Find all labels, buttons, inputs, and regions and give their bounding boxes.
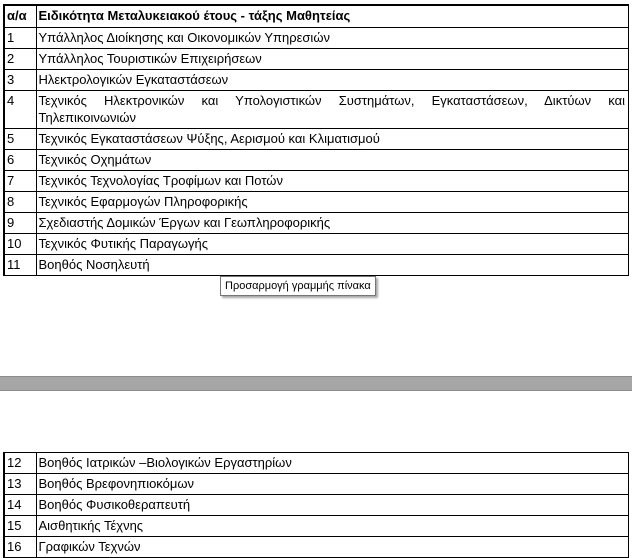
row-number[interactable]: 3 [4,70,36,91]
row-number[interactable]: 1 [4,28,36,49]
table-row [4,495,629,516]
table-row [4,255,629,276]
table-row [4,537,629,558]
row-specialty[interactable]: Τεχνικός Εγκαταστάσεων Ψύξης, Αερισμού και Κλιματισμού [36,129,629,150]
table-row [4,213,629,234]
row-resize-tooltip: Προσαρμογή γραμμής πίνακα [220,276,376,296]
row-specialty[interactable]: Υπάλληλος Τουριστικών Επιχειρήσεων [36,49,629,70]
row-specialty[interactable]: Σχεδιαστής Δομικών Έργων και Γεωπληροφορικής [36,213,629,234]
specialties-table-bottom [3,452,629,558]
row-number[interactable]: 12 [4,453,36,474]
row-specialty[interactable]: Βοηθός Ιατρικών –Βιολογικών Εργαστηρίων [36,453,629,474]
row-number[interactable]: 10 [4,234,36,255]
row-number[interactable]: 2 [4,49,36,70]
table-row [4,91,629,129]
row-number[interactable]: 9 [4,213,36,234]
row-specialty[interactable]: Βοηθός Φυσικοθεραπευτή [36,495,629,516]
row-specialty[interactable]: Τεχνικός Οχημάτων [36,150,629,171]
row-number[interactable]: 5 [4,129,36,150]
page-break-separator [0,376,632,391]
row-specialty[interactable]: Τεχνικός Τεχνολογίας Τροφίμων και Ποτών [36,171,629,192]
row-specialty[interactable]: Αισθητικής Τέχνης [36,516,629,537]
row-number[interactable]: 14 [4,495,36,516]
row-number[interactable]: 6 [4,150,36,171]
header-specialty[interactable]: Ειδικότητα Μεταλυκειακού έτους - τάξης Μαθητείας [36,5,629,28]
row-specialty[interactable]: Τεχνικός Ηλεκτρονικών και Υπολογιστικών Συστημάτων, Εγκαταστάσεων, Δικτύων και Τηλεπικοινωνιών [36,91,629,129]
table-row [4,49,629,70]
table-row [4,192,629,213]
table-row [4,28,629,49]
row-specialty[interactable]: Γραφικών Τεχνών [36,537,629,558]
row-number[interactable]: 13 [4,474,36,495]
specialties-table-top [3,4,629,276]
row-number[interactable]: 16 [4,537,36,558]
table-row [4,150,629,171]
row-number[interactable]: 7 [4,171,36,192]
table-row [4,234,629,255]
row-specialty[interactable]: Υπάλληλος Διοίκησης και Οικονομικών Υπηρεσιών [36,28,629,49]
row-number[interactable]: 11 [4,255,36,276]
table-row [4,70,629,91]
table-row [4,453,629,474]
header-number[interactable]: α/α [4,5,36,28]
row-number[interactable]: 4 [4,91,36,129]
row-specialty[interactable]: Τεχνικός Φυτικής Παραγωγής [36,234,629,255]
row-specialty[interactable]: Βοηθός Βρεφονηπιοκόμων [36,474,629,495]
row-number[interactable]: 8 [4,192,36,213]
row-specialty[interactable]: Βοηθός Νοσηλευτή [36,255,629,276]
row-specialty[interactable]: Τεχνικός Εφαρμογών Πληροφορικής [36,192,629,213]
table-row [4,516,629,537]
table-row [4,474,629,495]
table-row [4,171,629,192]
table-header-row [4,5,629,28]
table-row [4,129,629,150]
row-number[interactable]: 15 [4,516,36,537]
row-specialty[interactable]: Ηλεκτρολογικών Εγκαταστάσεων [36,70,629,91]
